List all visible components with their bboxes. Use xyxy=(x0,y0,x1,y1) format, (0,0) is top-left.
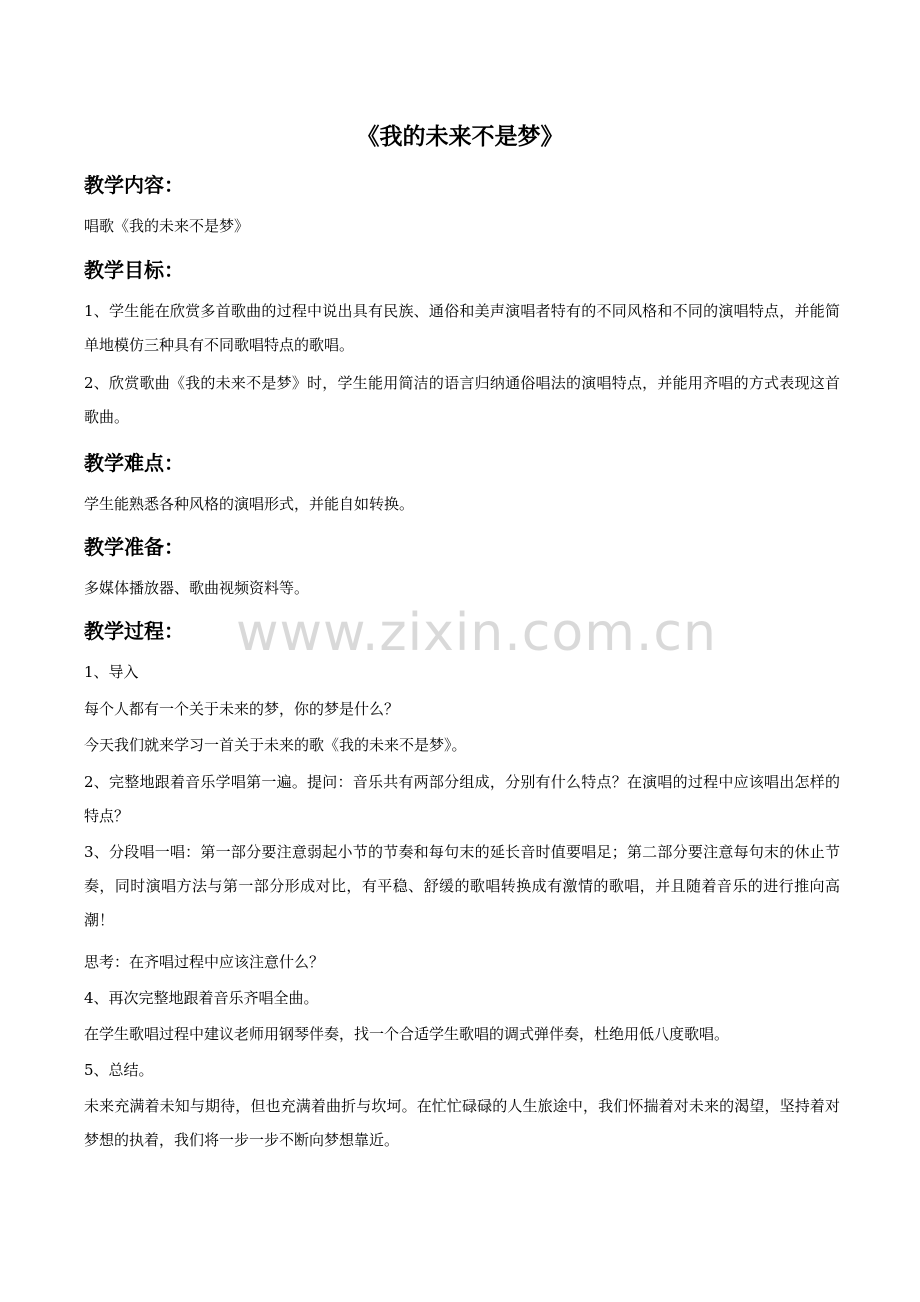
heading-teaching-content: 教学内容： xyxy=(84,173,184,197)
goal-paragraph-2: 2、欣赏歌曲《我的未来不是梦》时，学生能用简洁的语言归纳通俗唱法的演唱特点，并能用齐唱的方式表现这首歌曲。 xyxy=(84,374,840,426)
process-paragraph-2: 每个人都有一个关于未来的梦，你的梦是什么？ xyxy=(84,700,400,718)
heading-teaching-process: 教学过程： xyxy=(84,619,184,643)
heading-teaching-difficulty: 教学难点： xyxy=(84,451,184,475)
document-title: 《我的未来不是梦》 xyxy=(356,124,564,150)
process-step-4: 4、再次完整地跟着音乐齐唱全曲。 xyxy=(84,989,319,1007)
preparation-text: 多媒体播放器、歌曲视频资料等。 xyxy=(84,579,310,597)
process-paragraph-3: 今天我们就来学习一首关于未来的歌《我的未来不是梦》。 xyxy=(84,736,467,754)
process-step-3: 3、分段唱一唱：第一部分要注意弱起小节的节奏和每句末的延长音时值要唱足；第二部分要注意每句末的休止节奏，同时演唱方法与第一部分形成对比，有平稳、舒缓的歌唱转换成有激情的歌唱，并且随着音乐的进行推向高潮！ xyxy=(84,843,840,929)
heading-teaching-preparation: 教学准备： xyxy=(84,535,184,559)
heading-teaching-goals: 教学目标： xyxy=(84,258,184,282)
teaching-content-text: 唱歌《我的未来不是梦》 xyxy=(84,217,250,235)
process-suggestion: 在学生歌唱过程中建议老师用钢琴伴奏，找一个合适学生歌唱的调式弹伴奏，杜绝用低八度歌唱。 xyxy=(84,1025,730,1043)
process-step-1: 1、导入 xyxy=(84,663,139,681)
process-step-5: 5、总结。 xyxy=(84,1061,154,1079)
difficulty-text: 学生能熟悉各种风格的演唱形式，并能自如转换。 xyxy=(84,495,415,513)
process-question: 思考：在齐唱过程中应该注意什么？ xyxy=(84,953,325,971)
watermark-text: www.zixin.com.cn xyxy=(236,603,717,663)
process-step-2: 2、完整地跟着音乐学唱第一遍。提问：音乐共有两部分组成，分别有什么特点？在演唱的过程中应该唱出怎样的特点？ xyxy=(84,773,840,825)
process-summary: 未来充满着未知与期待，但也充满着曲折与坎坷。在忙忙碌碌的人生旅途中，我们怀揣着对未来的渴望，坚持着对梦想的执着，我们将一步一步不断向梦想靠近。 xyxy=(84,1097,840,1149)
goal-paragraph-1: 1、学生能在欣赏多首歌曲的过程中说出具有民族、通俗和美声演唱者特有的不同风格和不同的演唱特点，并能简单地模仿三种具有不同歌唱特点的歌唱。 xyxy=(84,302,840,354)
